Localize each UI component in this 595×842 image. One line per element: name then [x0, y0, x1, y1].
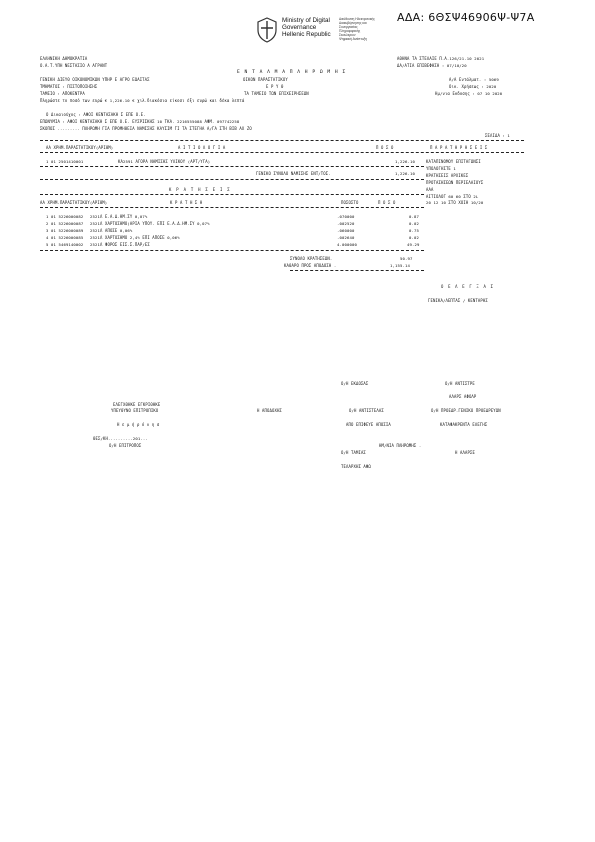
cell-amount: 0.02	[409, 235, 419, 240]
cell-desc: 2521Λ ΧΑΡΤΟΣΗΜΟ(ΑΡΙΑ ΥΠΟΥ. ΕΠΙ Ε.Α.Δ.ΗΜ.ΣΥ 0,07%	[90, 221, 210, 226]
sig-issuer: Ο/Η ΕΚΔΟΣΑΣ	[341, 381, 369, 386]
side-note-5: ΑΙΤΙΟΛΟΓ 60 60 ΣΤΟ 2L	[426, 194, 479, 199]
cell-note: ΚΑΤΑΠΙΝΟΜΟΥ ΕΠΙΤΑΓΩΝΣΙ	[426, 159, 481, 164]
header-right-1: ΑΘΗΝΑ ΤΑ ΣΤΕΛΑΙΕ Π.Α.126/21.10 2021	[397, 56, 485, 61]
cell-doc: 4 01 5226000085	[46, 235, 84, 240]
beneficiary-details: ΕΠΩΝΥΜΙΑ : ΑΦΟΙ ΚΕΝΤΑΣΑΚΗ Σ ΕΠΕ Ο.Ε. ΕΥΣΡΙΣΚΗΣ 10 ΤΚΑ. 2216555088 ΑΦΜ. 097742258	[40, 119, 240, 124]
side-note-3: ΠΡΟΤΑΣΗΣΕΩΝ ΠΕΡΙΕΛΑΙΟΥΣ	[426, 180, 484, 185]
ministry-sub-1: Διεύθυνση Ηλεκτρονικής	[339, 17, 375, 21]
sig-left-2: ΥΠΕΥΘΥΝΟ ΕΠΙΤΡΟΠΙΚΟ	[111, 408, 159, 413]
sig-left-1: ΕΛΕΓΧΘΗΚΕ ΕΓΚΡΙΘΗΚΕ	[113, 402, 161, 407]
side-note-2: ΚΡΑΤΗΣΕΙΣ ΑΡΧΙΚΕΣ	[426, 173, 469, 178]
header-line-5-mid: ΤΑ ΤΑΜΕΙΟ ΤΩΝ ΕΠΙΧΕΙΡΗΣΕΩΝ	[244, 91, 309, 96]
header-line-3-right: Α/Α Εντάλματ. : 5069	[449, 77, 499, 82]
cell-desc: ΚΑ2591 ΑΓΟΡΑ ΝΑΜΙΣΗΣ ΥΛΙΚΟΥ (ΑΡΤ/ΥΓΑ)	[118, 159, 211, 164]
net-amount-value: 1,155.14	[390, 263, 410, 268]
cell-desc: 2521Λ ΧΑΡΤΟΣΗΜΟ 2,4% ΕΠΙ ΑΠΟΣΕ 0,06%	[90, 235, 180, 240]
ministry-line-2: Governance	[282, 24, 317, 31]
sec1-col-header-3: Π Ο Σ Ο	[376, 145, 394, 150]
divider	[40, 166, 424, 167]
header-right-2: ΔΑ/ΑΤΙΑ ΕΠΙΒΕΦΗΣΗ : 07/10/20	[397, 63, 467, 68]
sec1-col-header-2: Α Ι Τ Ι Ο Λ Ο Γ Ι Α	[178, 145, 226, 150]
cell-desc: 2521Λ ΑΠΟΣΕ 0,06%	[90, 228, 133, 233]
header-left-1: ΕΛΛΗΝΙΚΗ ΔΗΜΟΚΡΑΤΙΑ	[40, 56, 88, 61]
sig-mid-4: ΑΠΟ ΕΠΙΦΕΥΕ ΑΠΟΣΙΑ	[346, 422, 391, 427]
cell-rate: .002520	[337, 221, 355, 226]
sec1-col-header-4: Π Α Ρ Α Τ Η Ρ Η Σ Ε Ι Σ	[430, 145, 488, 150]
deductions-title: Κ Ρ Α Τ Η Σ Ε Ι Σ	[169, 187, 231, 192]
header-line-4-right: Οικ. Χρήσεως : 2020	[449, 84, 497, 89]
sec2-col-header-1: ΑΑ ΧΡΗΜ.ΠΑΡΑΣΤΑΤΙΚΟΥ(ΑΡΙΘΜ)	[40, 200, 108, 205]
divider	[40, 179, 424, 180]
cell-amount: 0.02	[409, 221, 419, 226]
header-line-3-mid: ΟΙΚΟΝ ΠΑΡΑΣΤΑΤΙΚΟΥ	[243, 77, 288, 82]
cell-doc: 1 01 2501410001	[46, 159, 84, 164]
beneficiary: Ο Δικαιούχος : ΑΦΟΙ ΚΕΝΤΑΣΑΚΗ Σ ΕΠΕ Ο.Ε.	[46, 112, 146, 117]
sec2-col-header-2: Κ Ρ Α Τ Η Σ Η	[170, 200, 203, 205]
auditor-name: ΓΕΝΙΚΑ/ΛΕΠΤΑΣ / ΚΕΝΤΑΡΗΣ	[428, 298, 488, 303]
sig-cashier: Ο/Η ΤΑΜΙΑΣ	[341, 450, 366, 455]
cell-desc: 2521Λ Ε.Α.Δ.ΗΜ.ΣΥ 0,07%	[90, 214, 148, 219]
sec1-col-header-1: ΑΑ ΧΡΗΜ.ΠΑΡΑΣΤΑΤΙΚΟΥ(ΑΡΙΘΜ)	[46, 145, 114, 150]
sec1-total-label: ΓΕΝΙΚΟ ΣΥΝΟΛΟ ΝΑΜΙΣΗΣ ΕΝΤ/ΤΟΣ.	[256, 171, 331, 176]
ministry-sub-3: Συνεργασίας	[339, 25, 358, 29]
cell-rate: .060000	[337, 228, 355, 233]
page-number: ΣΕΛΙΔΑ : 1	[485, 133, 510, 138]
side-note-1: ΥΠΟΛΟΓΗΣΤΕ 1	[426, 166, 456, 171]
header-line-3-left: ΓΕΝΙΚΗ ΔΙΕΥΘ ΟΙΚΟΝΟΜΙΚΩΝ ΥΠΗΡ Ε ΑΓΡΟ ΕΩΑΙΤΑΣ	[40, 77, 150, 82]
cell-rate: .070000	[337, 214, 355, 219]
cell-doc: 1 01 5226000082	[46, 214, 84, 219]
ministry-logo-icon	[256, 17, 278, 43]
divider	[40, 207, 424, 208]
ministry-subtitle	[339, 17, 375, 41]
ministry-sub-5: Σκουλεριον	[339, 33, 356, 37]
ministry-sub-4: Πληροφορικής	[339, 29, 361, 33]
sig-deputy-name: ΑΛΑΡΣ ΑΦΟΛΡ	[449, 394, 477, 399]
ministry-line-3: Hellenic Republic	[282, 31, 331, 38]
cell-rate: 4.000000	[337, 242, 357, 247]
payment-amount-line: Πληρώστε το ποσό των ευρώ € 1,226.10 € χιλ.διακόσια είκοσι έξι ευρώ και δέκα λεπτά	[40, 98, 245, 103]
sig-mid-5: ΚΑΤΑΦΑΚΡΕΝΤΑ ΕΛΕΓΗΣ	[440, 422, 488, 427]
ministry-sub-6: Ψηφιακή Ανάπτυξη	[339, 37, 367, 41]
cell-doc: 2 01 5226000087	[46, 221, 84, 226]
divider	[40, 140, 524, 141]
cell-amount: 0.87	[409, 214, 419, 219]
sec2-col-header-4: Π Ο Σ Ο	[378, 200, 396, 205]
header-line-4-left: ΤΜΗΜΑΤΟΣ : ΠΙΣΤΟΠΟΙΗΣΗΣ	[40, 84, 98, 89]
sec2-col-header-3: ΠΟΣΟΣΤΟ	[341, 200, 359, 205]
document-title: Ε Ν Τ Α Λ Μ Α Π Λ Η Ρ Ω Μ Η Σ	[237, 70, 347, 75]
ministry-name	[282, 17, 331, 38]
side-note-4: ΑΑΑ	[426, 187, 434, 192]
sig-cashier-name: ΤΕΛΑΡΧΗΣ ΑΦΩ	[341, 464, 371, 469]
payment-purpose: ΣΚΟΠΟΣ ......... ΠΛΗΡΩΜΗ ΓΙΑ ΠΡΟΜΗΘΕΙΑ ΝΑΜΙΣΗΣ ΚΑΥΣΙΜ ΓΙ ΤΑ ΣΤΕΓΗΑ Α/ΓΑ ΣΤΗ ΒΙΒ ΑΧ ΖΟ	[40, 126, 252, 131]
header-left-2: Ο.Α.Τ.ΥΠΗ ΝΕΣΤΑΣΙΟ Α ΑΓΡΑΝΤ	[40, 63, 108, 68]
cell-amount: 49.29	[407, 242, 420, 247]
deductions-sum-label: ΣΥΝΟΛΟ ΚΡΑΤΗΣΕΩΝ.	[290, 256, 333, 261]
sig-mid-1: Η ΑΠΟΔΟΧΗΣ	[257, 408, 282, 413]
header-line-5-left: ΤΑΜΕΙΟ : ΑΠΟΚΕΝΤΡΑ	[40, 91, 85, 96]
sig-deputy: Ο/Η ΑΝΤΙΣΤΡΕ	[445, 381, 475, 386]
ministry-sub-2: Διακυβέρνησης και	[339, 21, 367, 25]
ministry-line-1: Ministry of Digital	[282, 17, 330, 24]
divider	[290, 270, 424, 271]
deductions-sum-value: 50.97	[400, 256, 413, 261]
cell-desc: 2521Λ ΦΟΡΟΣ ΕΙΣ.Σ.ΠΑΡ/ΕΣ	[90, 242, 150, 247]
auditor-title: Ο Ε Λ Ε Γ Ξ Α Σ	[441, 284, 495, 289]
sec1-total-value: 1,226.10	[395, 171, 415, 176]
divider	[40, 152, 524, 153]
cell-rate: .002640	[337, 235, 355, 240]
sig-mid-2: Ο/Η ΑΝΤΙΣΤΕΛΑΣ	[349, 408, 384, 413]
cell-amount: 1,226.10	[395, 159, 415, 164]
cell-doc: 5 01 5469140002	[46, 242, 84, 247]
side-note-6: 20 12 10 ΣΤΟ ΧΟΙΗ 10/20	[426, 200, 484, 205]
payment-date: ΗΜ/ΝΙΑ ΠΛΗΡΩΜΗΣ .	[379, 443, 422, 448]
cell-amount: 0.75	[409, 228, 419, 233]
header-line-5-right: Ημ/νια Εκδοσης : 07 10 2020	[435, 91, 503, 96]
ada-code: ΑΔΑ: 6ΘΣΨ46906Ψ-Ψ7Α	[397, 11, 535, 24]
header-line-4-mid: Ε Ρ Υ Θ	[266, 84, 284, 89]
sig-recipient: Η ΑΛΑΡΣΕ	[455, 450, 475, 455]
net-amount-label: ΚΑΘΑΡΟ ΠΡΟΣ ΑΠΟΔΟΣΗ .	[284, 263, 337, 268]
sig-commissioner: Ο/Η ΕΠΙΤΡΟΠΟΣ	[109, 443, 142, 448]
sig-place-date: ΘΕΣ/ΚΗ..........201...	[93, 436, 148, 441]
cell-doc: 3 01 5226000089	[46, 228, 84, 233]
divider	[40, 194, 424, 195]
sig-mid-3: Ο/Η ΠΡΟΕΔΡ.ΓΕΝΙΚΟ ΠΡΟΕΔΡΕΥΩΝ	[431, 408, 501, 413]
divider	[40, 250, 424, 251]
sig-left-3: Η ε μ ή ρ ό ν η σ	[117, 422, 160, 427]
